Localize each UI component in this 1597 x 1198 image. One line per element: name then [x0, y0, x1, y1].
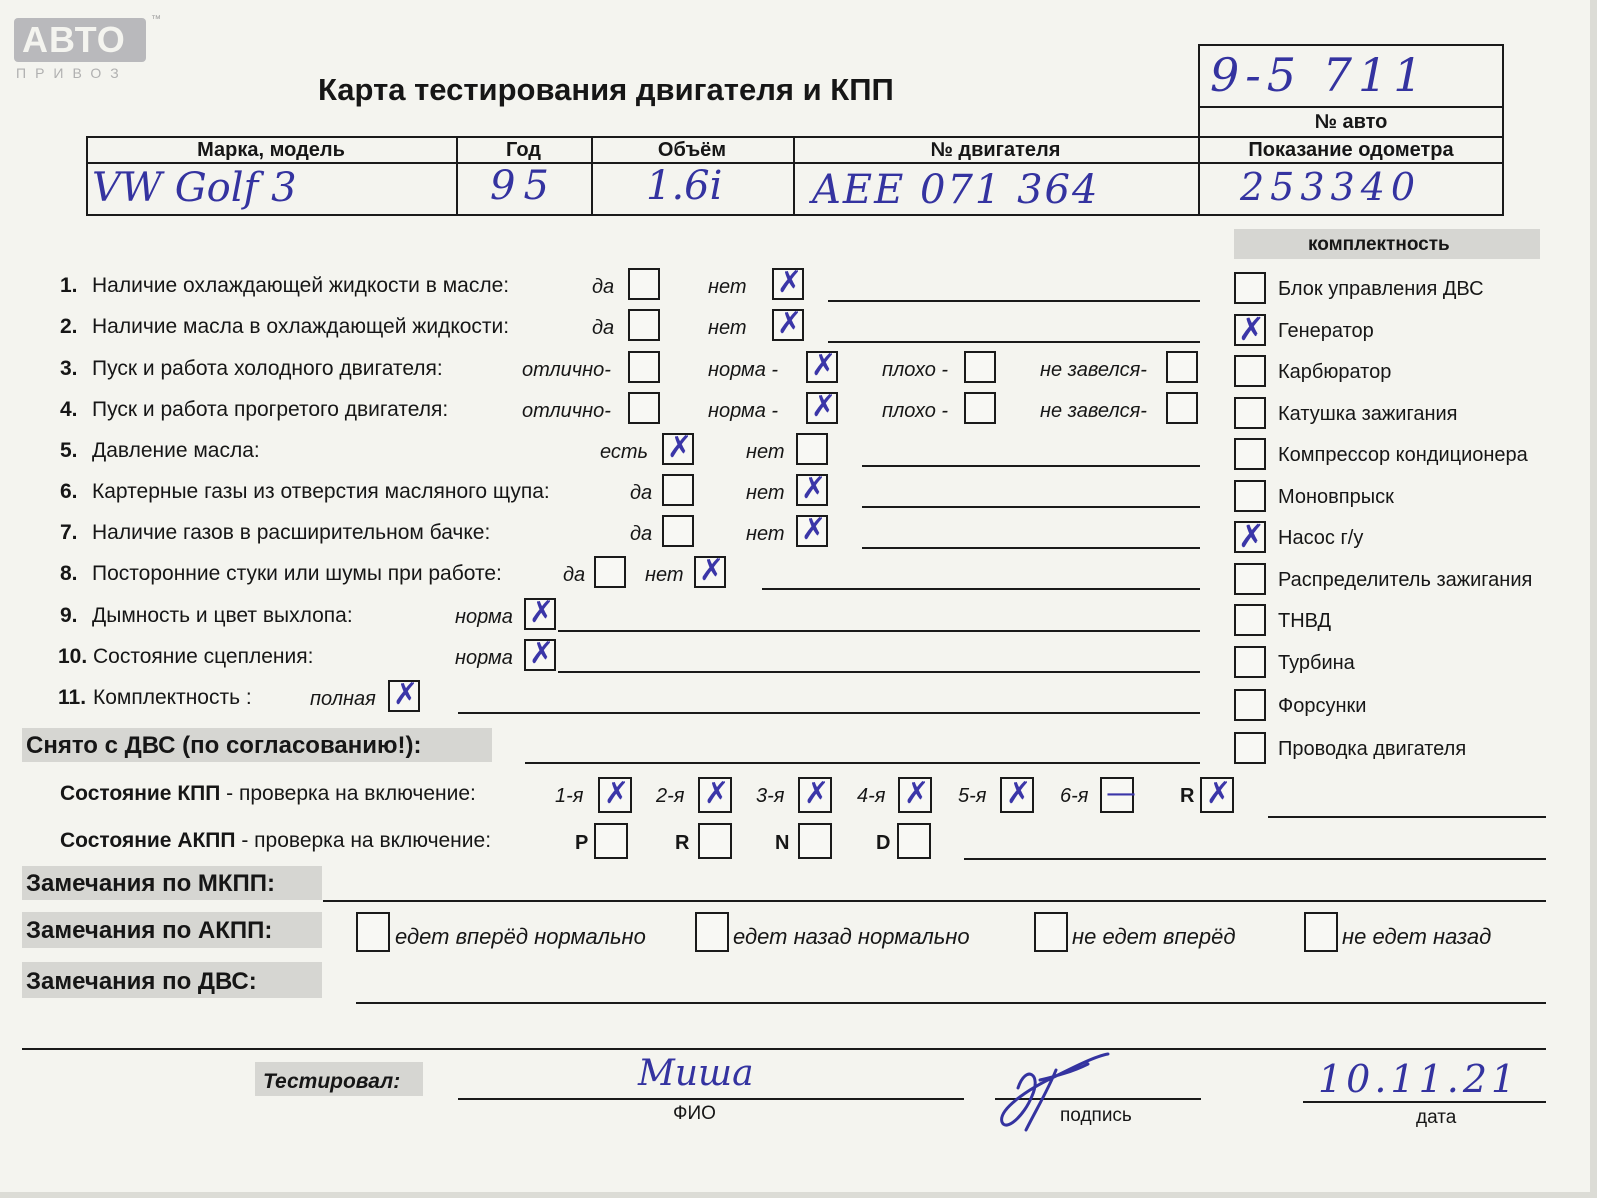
item-remark-line — [458, 712, 1200, 714]
car-number-label: № авто — [1314, 111, 1388, 133]
option-label: норма — [455, 647, 513, 669]
check-mark: ✗ — [699, 553, 725, 588]
completeness-item: Катушка зажигания — [1278, 402, 1458, 425]
mkpp-line — [323, 900, 1546, 902]
checkbox[interactable] — [628, 392, 660, 424]
item-remark-line — [862, 465, 1200, 467]
completeness-item: Распределитель зажигания — [1278, 568, 1533, 591]
gear-label: 3-я — [756, 785, 785, 807]
kpp-label — [60, 783, 476, 804]
fio-caption: ФИО — [673, 1103, 716, 1124]
option-label: нет — [708, 317, 747, 339]
signature-caption: подпись — [1060, 1105, 1132, 1126]
header-row-divider — [86, 162, 1504, 164]
gear-label: 5-я — [958, 785, 987, 807]
col-header-engine-no: № двигателя — [930, 139, 1061, 161]
check-mark: ✗ — [1238, 309, 1265, 348]
completeness-item: Карбюратор — [1278, 361, 1392, 383]
akpp-mode-label: P — [575, 832, 589, 854]
checkbox[interactable] — [594, 556, 626, 588]
option-label: да — [592, 317, 615, 339]
completeness-checkbox[interactable] — [1234, 689, 1266, 721]
item-remark-line — [862, 506, 1200, 508]
mkpp-remarks-label: Замечания по МКПП: — [26, 870, 276, 897]
item-number: 8. — [60, 562, 78, 585]
akpp-mode-checkbox[interactable] — [798, 823, 832, 859]
gear-mark: ✗ — [704, 776, 730, 811]
check-mark: ✗ — [801, 512, 827, 547]
check-mark: ✗ — [393, 677, 419, 712]
akpp-remark-checkbox[interactable] — [1034, 912, 1068, 952]
check-mark: ✗ — [529, 636, 555, 671]
akpp-remark-checkbox[interactable] — [356, 912, 390, 952]
check-mark: ✗ — [777, 306, 803, 341]
completeness-item: Турбина — [1278, 651, 1355, 674]
checkbox[interactable] — [964, 392, 996, 424]
akpp-remark-checkbox[interactable] — [1304, 912, 1338, 952]
checkbox[interactable] — [628, 309, 660, 341]
item-number: 5. — [60, 439, 78, 462]
checkbox[interactable] — [1166, 392, 1198, 424]
item-text: Пуск и работа прогретого двигателя: — [92, 398, 449, 421]
completeness-item: Компрессор кондиционера — [1278, 444, 1528, 466]
item-text: Наличие газов в расширительном бачке: — [92, 521, 491, 544]
option-label: да — [592, 276, 615, 298]
akpp-remark-checkbox[interactable] — [695, 912, 729, 952]
item-text: Посторонние стуки или шумы при работе: — [92, 562, 502, 585]
option-label: да — [563, 564, 586, 586]
logo-text: АВТО — [22, 19, 126, 60]
item-number: 4. — [60, 398, 78, 421]
check-mark: ✗ — [801, 471, 827, 506]
date-line — [1303, 1101, 1546, 1103]
option-label: нет — [746, 523, 785, 545]
checkbox[interactable] — [964, 351, 996, 383]
checkbox[interactable] — [628, 268, 660, 300]
option-label: полная — [310, 688, 376, 710]
checkbox[interactable] — [796, 433, 828, 465]
col-header-odometer: Показание одометра — [1248, 139, 1454, 161]
item-number: 6. — [60, 480, 78, 503]
item-remark-line — [828, 300, 1200, 302]
item-remark-line — [862, 547, 1200, 549]
akpp-mode-label: N — [775, 832, 790, 854]
dvs-remarks-label: Замечания по ДВС: — [26, 968, 257, 995]
completeness-item: Блок управления ДВС — [1278, 278, 1484, 300]
check-mark: ✗ — [1238, 517, 1265, 555]
checkbox[interactable] — [662, 474, 694, 506]
option-label: нет — [645, 564, 684, 586]
kpp-line — [1268, 816, 1546, 818]
akpp-label-rest: - проверка на включение: — [235, 829, 492, 852]
akpp-mode-checkbox[interactable] — [897, 823, 931, 859]
item-text: Наличие охлаждающей жидкости в масле: — [92, 274, 510, 297]
completeness-checkbox[interactable] — [1234, 732, 1266, 764]
item-text: Состояние сцепления: — [93, 645, 314, 668]
gear-label: 6-я — [1060, 785, 1089, 807]
kpp-label-bold: Состояние КПП — [60, 782, 221, 805]
kpp-label-rest: - проверка на включение: — [220, 782, 476, 805]
gear-mark: ✗ — [1006, 776, 1032, 811]
option-label: нет — [746, 482, 785, 504]
completeness-item: Моновпрыск — [1278, 485, 1394, 508]
odometer-value: 253340 — [1240, 165, 1422, 209]
check-mark: ✗ — [811, 348, 837, 383]
item-remark-line — [762, 588, 1200, 590]
akpp-remark-option: не едет вперёд — [1072, 924, 1236, 949]
option-label: плохо - — [882, 400, 949, 422]
check-mark: ✗ — [667, 430, 693, 465]
item-remark-line — [828, 341, 1200, 343]
gear-label: R — [1180, 785, 1195, 807]
tested-by-label: Тестировал: — [263, 1070, 401, 1093]
date-caption: дата — [1416, 1107, 1457, 1128]
item-number: 10. — [58, 645, 88, 668]
car-number-divider — [1198, 106, 1504, 108]
option-label: нет — [746, 441, 785, 463]
item-text: Комплектность : — [93, 686, 252, 709]
completeness-item: Проводка двигателя — [1278, 737, 1467, 760]
akpp-line — [964, 858, 1546, 860]
completeness-item: ТНВД — [1278, 610, 1332, 632]
item-remark-line — [558, 671, 1200, 673]
card-title: Карта тестирования двигателя и КПП — [318, 72, 894, 107]
akpp-mode-label: D — [876, 832, 891, 854]
checkbox[interactable] — [1166, 351, 1198, 383]
option-label: не завелся- — [1040, 359, 1147, 381]
name-value: Миша — [638, 1053, 754, 1094]
check-mark: ✗ — [529, 595, 555, 630]
akpp-mode-checkbox[interactable] — [594, 823, 628, 859]
item-text: Давление масла: — [92, 439, 260, 462]
item-text: Пуск и работа холодного двигателя: — [92, 357, 443, 380]
col-header-year: Год — [506, 139, 541, 161]
checkbox[interactable] — [628, 351, 660, 383]
engine-no-value: AEE 071 364 — [812, 167, 1100, 213]
signature-scribble — [996, 1050, 1116, 1146]
gear-mark: ✗ — [1206, 776, 1232, 811]
option-label: норма - — [708, 359, 779, 381]
removed-label: Снято с ДВС (по согласованию!): — [26, 732, 422, 759]
completeness-checkbox[interactable] — [1234, 438, 1266, 470]
completeness-item: Насос г/у — [1278, 527, 1364, 549]
col-header-model: Марка, модель — [197, 139, 345, 161]
gear-mark: ✗ — [904, 776, 930, 811]
akpp-remark-option: не едет назад — [1342, 924, 1492, 949]
item-number: 3. — [60, 357, 78, 380]
date-value: 10.11.21 — [1318, 1057, 1520, 1101]
akpp-label — [60, 830, 491, 851]
col-header-volume: Объём — [657, 139, 727, 161]
item-text: Дымность и цвет выхлопа: — [92, 604, 353, 627]
completeness-item: Форсунки — [1278, 694, 1367, 717]
option-label: плохо - — [882, 359, 949, 381]
item-number: 7. — [60, 521, 78, 544]
completeness-item: Генератор — [1278, 319, 1374, 342]
item-remark-line — [558, 630, 1200, 632]
item-number: 11. — [58, 686, 87, 709]
model-value: VW Golf 3 — [92, 165, 297, 211]
logo — [14, 14, 161, 84]
dvs-line-2 — [22, 1048, 1546, 1050]
completeness-checkbox[interactable] — [1234, 563, 1266, 595]
akpp-remarks-label: Замечания по АКПП: — [26, 917, 273, 944]
item-number: 2. — [60, 315, 78, 338]
option-label: норма - — [708, 400, 779, 422]
completeness-checkbox[interactable] — [1234, 272, 1266, 304]
removed-line — [525, 762, 1200, 764]
gear-label: 2-я — [656, 785, 685, 807]
year-value: 95 — [490, 163, 557, 209]
akpp-mode-label: R — [675, 832, 690, 854]
car-number-value: 9-5 711 — [1210, 48, 1429, 102]
checkbox[interactable] — [662, 515, 694, 547]
dvs-line — [356, 1002, 1546, 1004]
item-text: Наличие масла в охлаждающей жидкости: — [92, 315, 510, 338]
item-text: Картерные газы из отверстия масляного щупа: — [92, 480, 550, 503]
option-label: нет — [708, 276, 747, 298]
akpp-mode-checkbox[interactable] — [698, 823, 732, 859]
check-mark: ✗ — [777, 265, 803, 300]
completeness-checkbox[interactable] — [1234, 355, 1266, 387]
option-label: отлично- — [522, 359, 611, 381]
logo-subtext: ПРИВОЗ — [16, 65, 128, 81]
akpp-label-bold: Состояние АКПП — [60, 829, 236, 852]
option-label: отлично- — [522, 400, 611, 422]
option-label: да — [630, 523, 653, 545]
option-label: есть — [600, 441, 649, 463]
logo-tm: ™ — [151, 14, 161, 25]
item-number: 1. — [60, 274, 78, 297]
gear-label: 1-я — [555, 785, 584, 807]
akpp-remark-option: едет назад нормально — [733, 924, 970, 949]
gear-mark: ✗ — [604, 776, 630, 811]
completeness-checkbox[interactable] — [1234, 604, 1266, 636]
option-label: норма — [455, 606, 513, 628]
item-number: 9. — [60, 604, 78, 627]
completeness-checkbox[interactable] — [1234, 646, 1266, 678]
completeness-title: комплектность — [1308, 234, 1450, 255]
check-mark: ✗ — [811, 389, 837, 424]
fio-line — [458, 1098, 964, 1100]
gear-label: 4-я — [857, 785, 886, 807]
option-label: да — [630, 482, 653, 504]
option-label: не завелся- — [1040, 400, 1147, 422]
gear-mark: ✗ — [804, 776, 830, 811]
completeness-checkbox[interactable] — [1234, 480, 1266, 512]
completeness-checkbox[interactable] — [1234, 397, 1266, 429]
volume-value: 1.6i — [646, 163, 723, 209]
gear-mark: — — [1106, 776, 1136, 811]
akpp-remark-option: едет вперёд нормально — [395, 924, 646, 949]
